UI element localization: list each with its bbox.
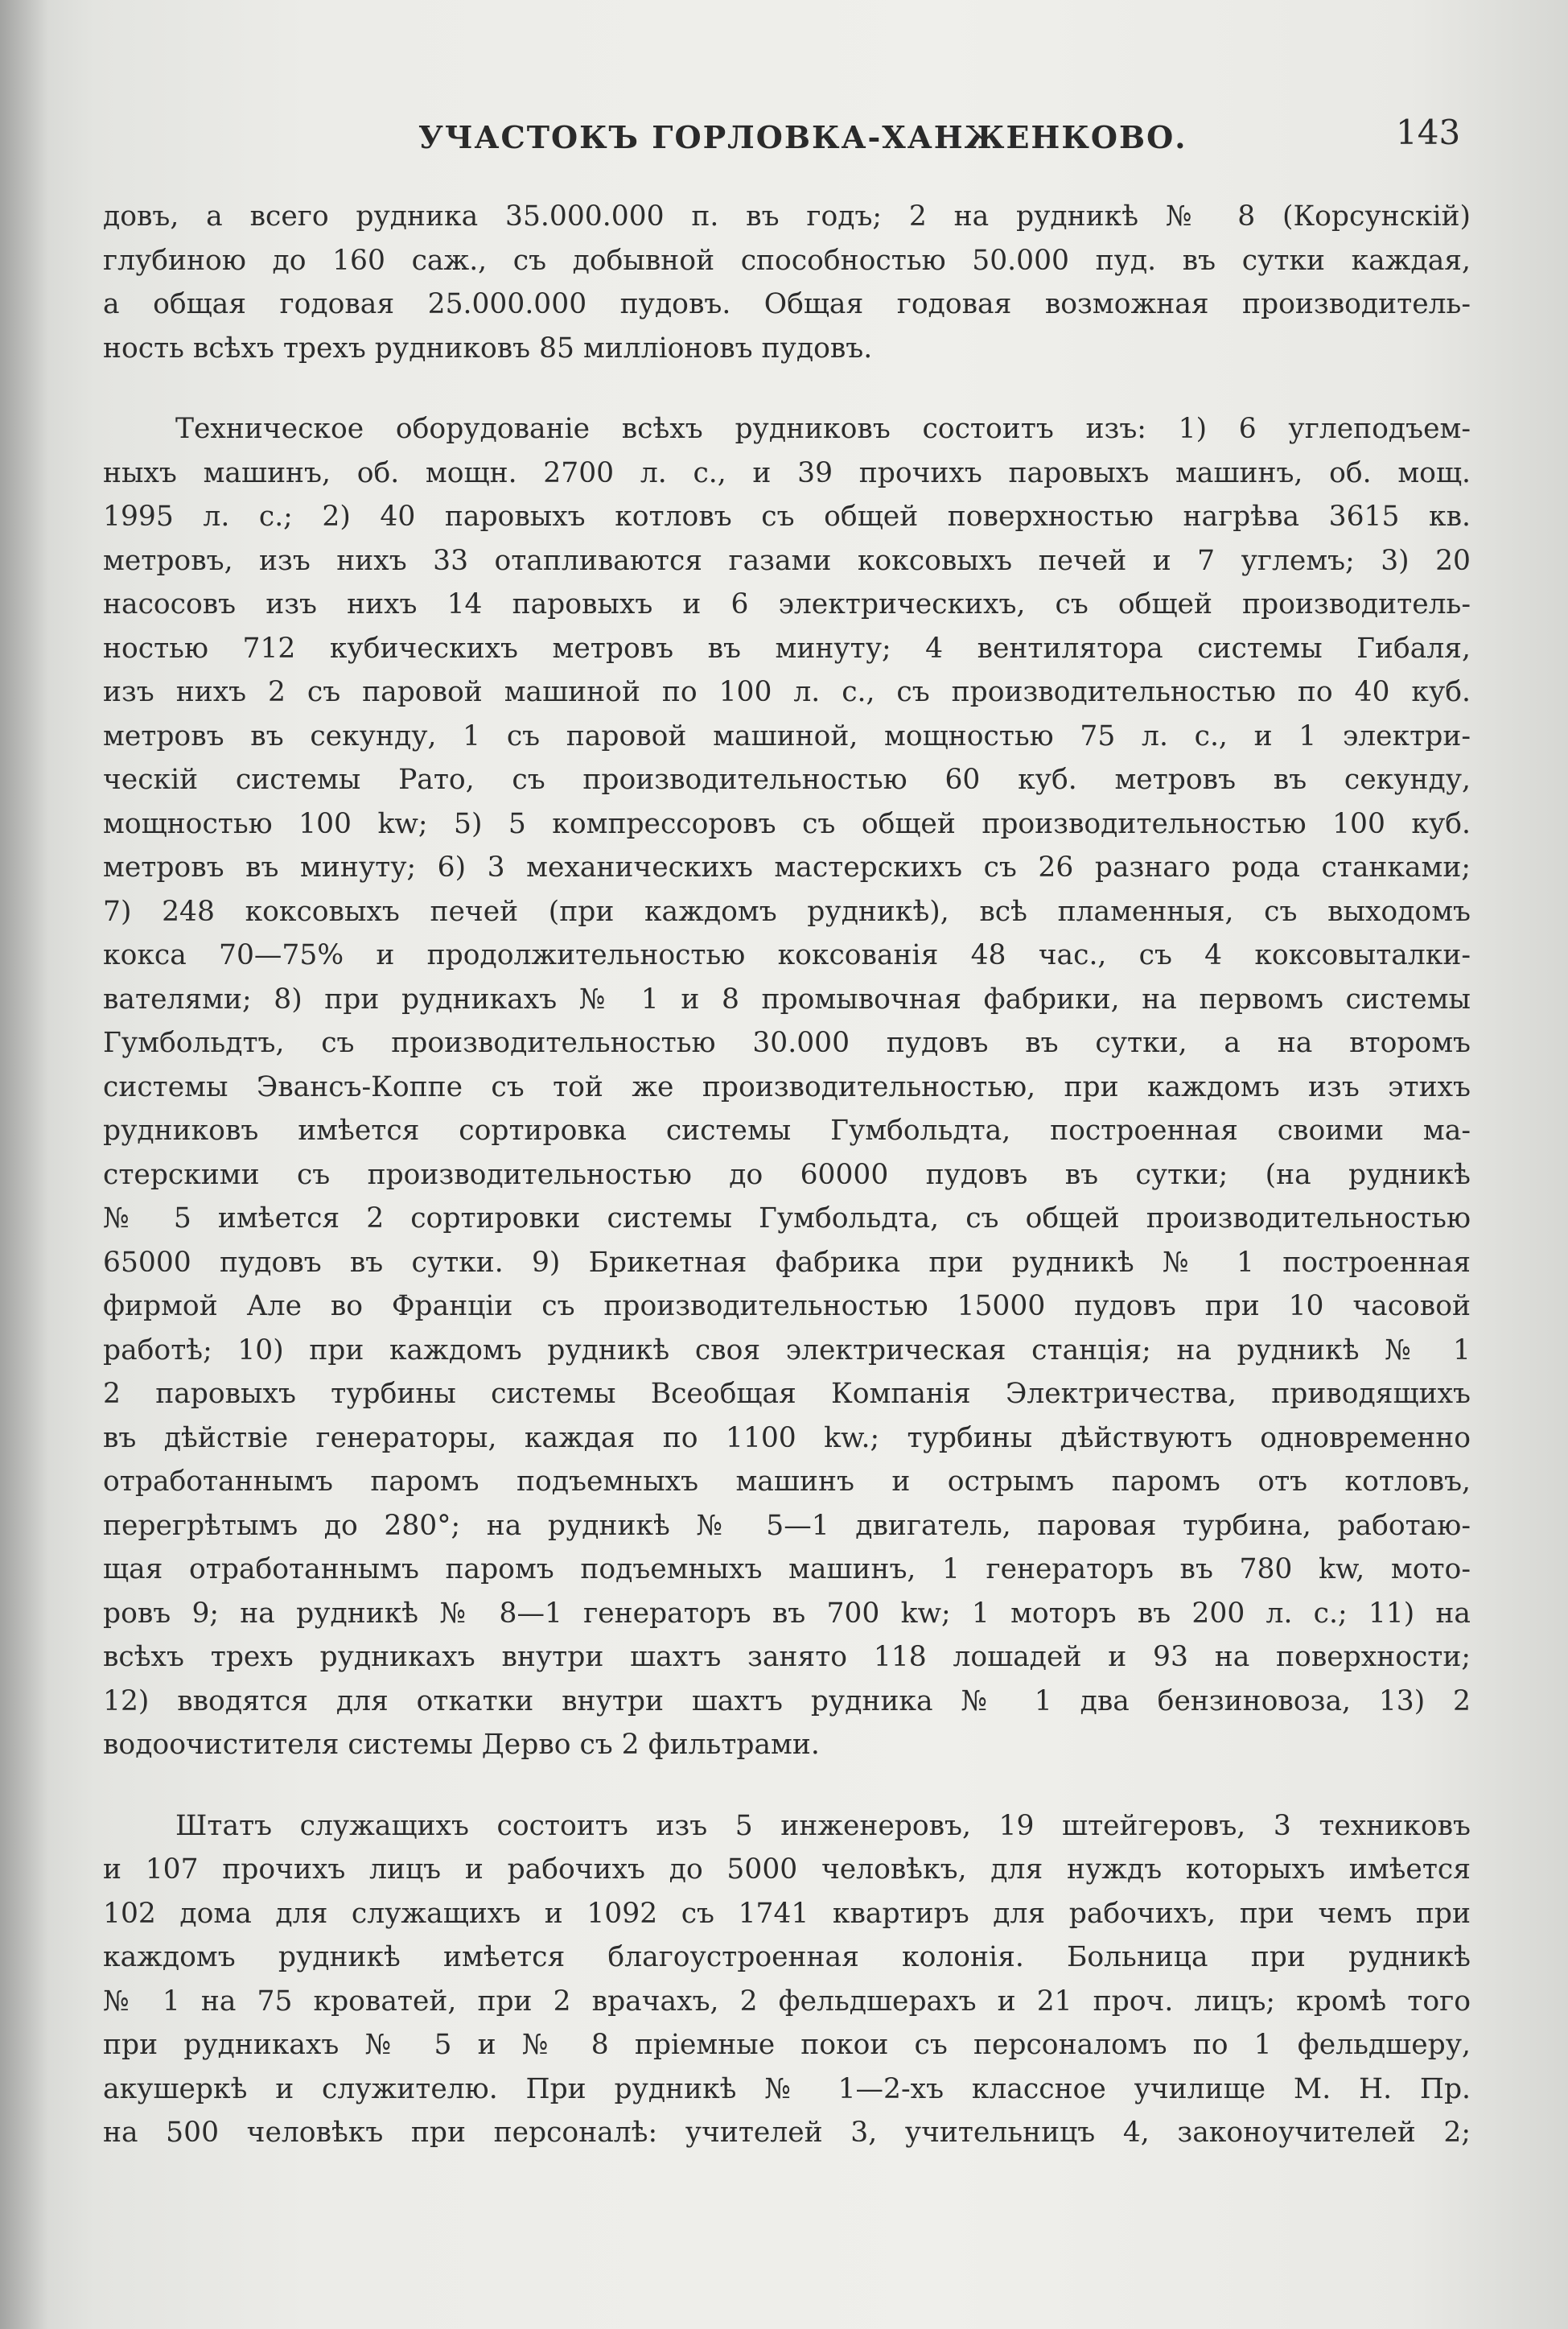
- text-line: отработаннымъ паромъ подъемныхъ машинъ и острымъ паромъ отъ котловъ,: [103, 1465, 1471, 1498]
- text-line: въ дѣйствіе генераторы, каждая по 1100 kw.; турбины дѣйствуютъ одновременно: [103, 1421, 1471, 1454]
- text-line: глубиною до 160 саж., съ добывной способностью 50.000 пуд. въ сутки каждая,: [103, 244, 1471, 277]
- text-line: ностью 712 кубическихъ метровъ въ минуту; 4 вентилятора системы Гибаля,: [103, 632, 1471, 665]
- paragraph-gap: [103, 1767, 1471, 1804]
- text-line: 12) вводятся для откатки внутри шахтъ рудника № 1 два бензиновоза, 13) 2: [103, 1684, 1471, 1717]
- text-line: на 500 человѣкъ при персоналѣ: учителей 3, учительницъ 4, законоучителей 2;: [103, 2117, 1471, 2149]
- text-line: метровъ, изъ нихъ 33 отапливаются газами коксовыхъ печей и 7 углемъ; 3) 20: [103, 544, 1471, 577]
- text-line: работѣ; 10) при каждомъ рудникѣ своя электрическая станція; на рудникѣ № 1: [103, 1334, 1471, 1366]
- text-line: 2 паровыхъ турбины системы Всеобщая Компанія Электричества, приводящихъ: [103, 1378, 1471, 1410]
- text-line: 65000 пудовъ въ сутки. 9) Брикетная фабрика при рудникѣ № 1 построенная: [103, 1246, 1471, 1279]
- text-line: а общая годовая 25.000.000 пудовъ. Общая годовая возможная производитель-: [103, 288, 1471, 320]
- text-line: акушеркѣ и служителю. При рудникѣ № 1—2-хъ классное училище М. Н. Пр.: [103, 2072, 1471, 2105]
- text-line: изъ нихъ 2 съ паровой машиной по 100 л. с., съ производительностью по 40 куб.: [103, 676, 1471, 708]
- running-title: УЧАСТОКЪ ГОРЛОВКА-ХАНЖЕНКОВО.: [418, 119, 1187, 155]
- text-line: мощностью 100 kw; 5) 5 компрессоровъ съ общей производительностью 100 куб.: [103, 807, 1471, 840]
- paragraph-gap: [103, 370, 1471, 407]
- text-line: Техническое оборудованіе всѣхъ рудниковъ состоитъ изъ: 1) 6 углеподъем-: [175, 413, 1471, 445]
- text-line: при рудникахъ № 5 и № 8 пріемные покои съ персоналомъ по 1 фельдшеру,: [103, 2029, 1471, 2061]
- text-line: кокса 70—75% и продолжительностью коксованія 48 час., съ 4 коксовыталки-: [103, 939, 1471, 971]
- text-line: водоочистителя системы Дерво съ 2 фильтрами.: [103, 1729, 820, 1761]
- text-line: 102 дома для служащихъ и 1092 съ 1741 квартиръ для рабочихъ, при чемъ при: [103, 1897, 1471, 1930]
- text-line: метровъ въ минуту; 6) 3 механическихъ мастерскихъ съ 26 разнаго рода станками;: [103, 851, 1471, 884]
- text-line: Штатъ служащихъ состоитъ изъ 5 инженеровъ, 19 штейгеровъ, 3 техниковъ: [175, 1809, 1471, 1842]
- paragraph-1: [103, 195, 1471, 370]
- text-line: 1995 л. с.; 2) 40 паровыхъ котловъ съ общей поверхностью нагрѣва 3615 кв.: [103, 501, 1471, 533]
- text-line: метровъ въ секунду, 1 съ паровой машиной, мощностью 75 л. с., и 1 электри-: [103, 719, 1471, 752]
- text-line: насосовъ изъ нихъ 14 паровыхъ и 6 электрическихъ, съ общей производитель-: [103, 588, 1471, 620]
- text-line: перегрѣтымъ до 280°; на рудникѣ № 5—1 двигатель, паровая турбина, работаю-: [103, 1509, 1471, 1542]
- text-line: всѣхъ трехъ рудникахъ внутри шахтъ занято 118 лошадей и 93 на поверхности;: [103, 1641, 1471, 1673]
- body-text: [103, 195, 1471, 2155]
- text-line: ческій системы Рато, съ производительностью 60 куб. метровъ въ секунду,: [103, 764, 1471, 796]
- text-line: ныхъ машинъ, об. мощн. 2700 л. с., и 39 прочихъ паровыхъ машинъ, об. мощ.: [103, 456, 1471, 489]
- text-line: Гумбольдтъ, съ производительностью 30.000 пудовъ въ сутки, а на второмъ: [103, 1027, 1471, 1059]
- text-line: вателями; 8) при рудникахъ № 1 и 8 промывочная фабрики, на первомъ системы: [103, 983, 1471, 1016]
- text-line: каждомъ рудникѣ имѣется благоустроенная колонія. Больница при рудникѣ: [103, 1941, 1471, 1973]
- text-line: стерскими съ производительностью до 60000 пудовъ въ сутки; (на рудникѣ: [103, 1158, 1471, 1191]
- text-line: № 5 имѣется 2 сортировки системы Гумбольдта, съ общей производительностью: [103, 1202, 1471, 1235]
- text-line: ровъ 9; на рудникѣ № 8—1 генераторъ въ 700 kw; 1 моторъ въ 200 л. с.; 11) на: [103, 1597, 1471, 1630]
- text-line: ность всѣхъ трехъ рудниковъ 85 милліоновъ пудовъ.: [103, 332, 873, 365]
- text-line: 7) 248 коксовыхъ печей (при каждомъ рудникѣ), всѣ пламенныя, съ выходомъ: [103, 895, 1471, 928]
- page-number: 143: [1396, 113, 1461, 152]
- page-header: [0, 113, 1568, 169]
- text-line: системы Эвансъ-Коппе съ той же производительностью, при каждомъ изъ этихъ: [103, 1070, 1471, 1103]
- text-line: довъ, а всего рудника 35.000.000 п. въ годъ; 2 на рудникѣ № 8 (Корсунскій): [103, 200, 1471, 233]
- text-line: фирмой Але во Франціи съ производительностью 15000 пудовъ при 10 часовой: [103, 1290, 1471, 1322]
- paragraph-2: [103, 407, 1471, 1767]
- paragraph-3: [103, 1804, 1471, 2155]
- text-line: и 107 прочихъ лицъ и рабочихъ до 5000 человѣкъ, для нуждъ которыхъ имѣется: [103, 1853, 1471, 1886]
- text-line: № 1 на 75 кроватей, при 2 врачахъ, 2 фельдшерахъ и 21 проч. лицъ; кромѣ того: [103, 1985, 1471, 2018]
- text-line: щая отработаннымъ паромъ подъемныхъ машинъ, 1 генераторъ въ 780 kw, мото-: [103, 1553, 1471, 1585]
- page-gutter-shadow: [0, 0, 48, 2329]
- text-line: рудниковъ имѣется сортировка системы Гумбольдта, построенная своими ма-: [103, 1115, 1471, 1147]
